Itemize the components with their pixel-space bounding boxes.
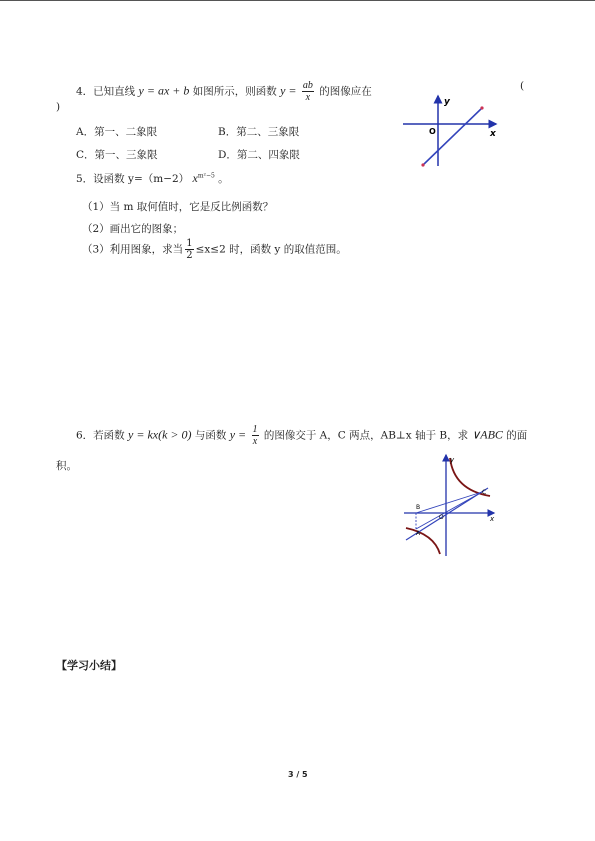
q5-part3-prefix: （3）利用图象，求当 — [82, 243, 184, 256]
q6-graph — [402, 452, 498, 558]
q5-base: x — [192, 171, 198, 185]
q4-prefix: 4．已知直线 — [76, 85, 136, 98]
q4-option-b: B．第二、三象限 — [218, 126, 300, 138]
q6-line2: 积。 — [56, 460, 77, 472]
q4-line — [423, 108, 482, 165]
q5-exponent: m²−5 — [197, 172, 215, 180]
q6-stem — [76, 424, 527, 447]
q4-option-d: D．第二、四象限 — [218, 149, 300, 161]
q5-fraction-den: 2 — [186, 250, 193, 261]
q6-triangle: ∨ABC — [471, 427, 503, 442]
q6-point-b: B — [416, 504, 421, 511]
q4-paren-open: ( — [520, 80, 525, 92]
header-rule — [0, 0, 595, 1]
q6-mid: 与函数 — [194, 429, 227, 442]
q6-end: 的面 — [506, 429, 528, 442]
q6-point-c: C — [482, 489, 487, 496]
q6-fraction-num: 1 — [252, 424, 258, 435]
q4-fraction — [302, 80, 314, 103]
q6-hyperbola-branch-2 — [406, 528, 440, 554]
q6-tail: 的图像交于 A，C 两点，AB⊥x 轴于 B，求 — [263, 429, 469, 442]
q4-middle-text: 如图所示，则函数 — [192, 85, 277, 98]
q5-stem — [76, 171, 229, 186]
q6-segment-bc-2 — [416, 492, 482, 513]
q4-fn-lhs: y = — [280, 83, 297, 98]
q6-origin-label: O — [439, 514, 444, 521]
q5-part2: （2）画出它的图象； — [82, 223, 184, 235]
q4-fraction-den: x — [305, 92, 311, 103]
q6-segment-bc — [416, 492, 482, 529]
q4-option-a: A．第一、二象限 — [76, 126, 158, 138]
q5-part3 — [82, 238, 347, 261]
q5-suffix: 。 — [218, 173, 229, 185]
q6-eq1: y = kx(k > 0) — [128, 427, 192, 442]
q5-prefix: 5．设函数 y=（m−2） — [76, 173, 190, 185]
q5-part3-fraction — [185, 238, 193, 261]
q4-x-label: x — [490, 129, 496, 139]
q4-suffix: 的图像应在 — [319, 85, 372, 98]
q5-part1: （1）当 m 取何值时，它是反比例函数？ — [82, 201, 274, 213]
q6-fraction — [252, 424, 259, 447]
q4-line-equation: y = ax + b — [138, 83, 190, 98]
page-number: 3 / 5 — [288, 770, 308, 779]
q6-prefix: 6．若函数 — [76, 429, 125, 442]
q5-part3-suffix: ≤x≤2 时，函数 y 的取值范围。 — [195, 243, 347, 256]
q4-graph — [398, 92, 502, 170]
q4-fraction-num: ab — [302, 80, 313, 91]
q6-x-label: x — [490, 515, 495, 523]
q4-paren-close: ) — [56, 101, 61, 113]
q6-fraction-den: x — [252, 436, 258, 447]
q5-fraction-num: 1 — [186, 238, 193, 249]
q4-y-label: y — [444, 97, 450, 107]
q4-origin-label: O — [429, 127, 436, 136]
q4-stem — [76, 80, 372, 103]
q6-fn-lhs: y = — [229, 427, 247, 442]
q6-point-a: A — [416, 530, 421, 537]
summary-title: 【学习小结】 — [56, 659, 122, 672]
q6-y-label: y — [450, 456, 455, 464]
q4-option-c: C．第一、三象限 — [76, 149, 158, 161]
